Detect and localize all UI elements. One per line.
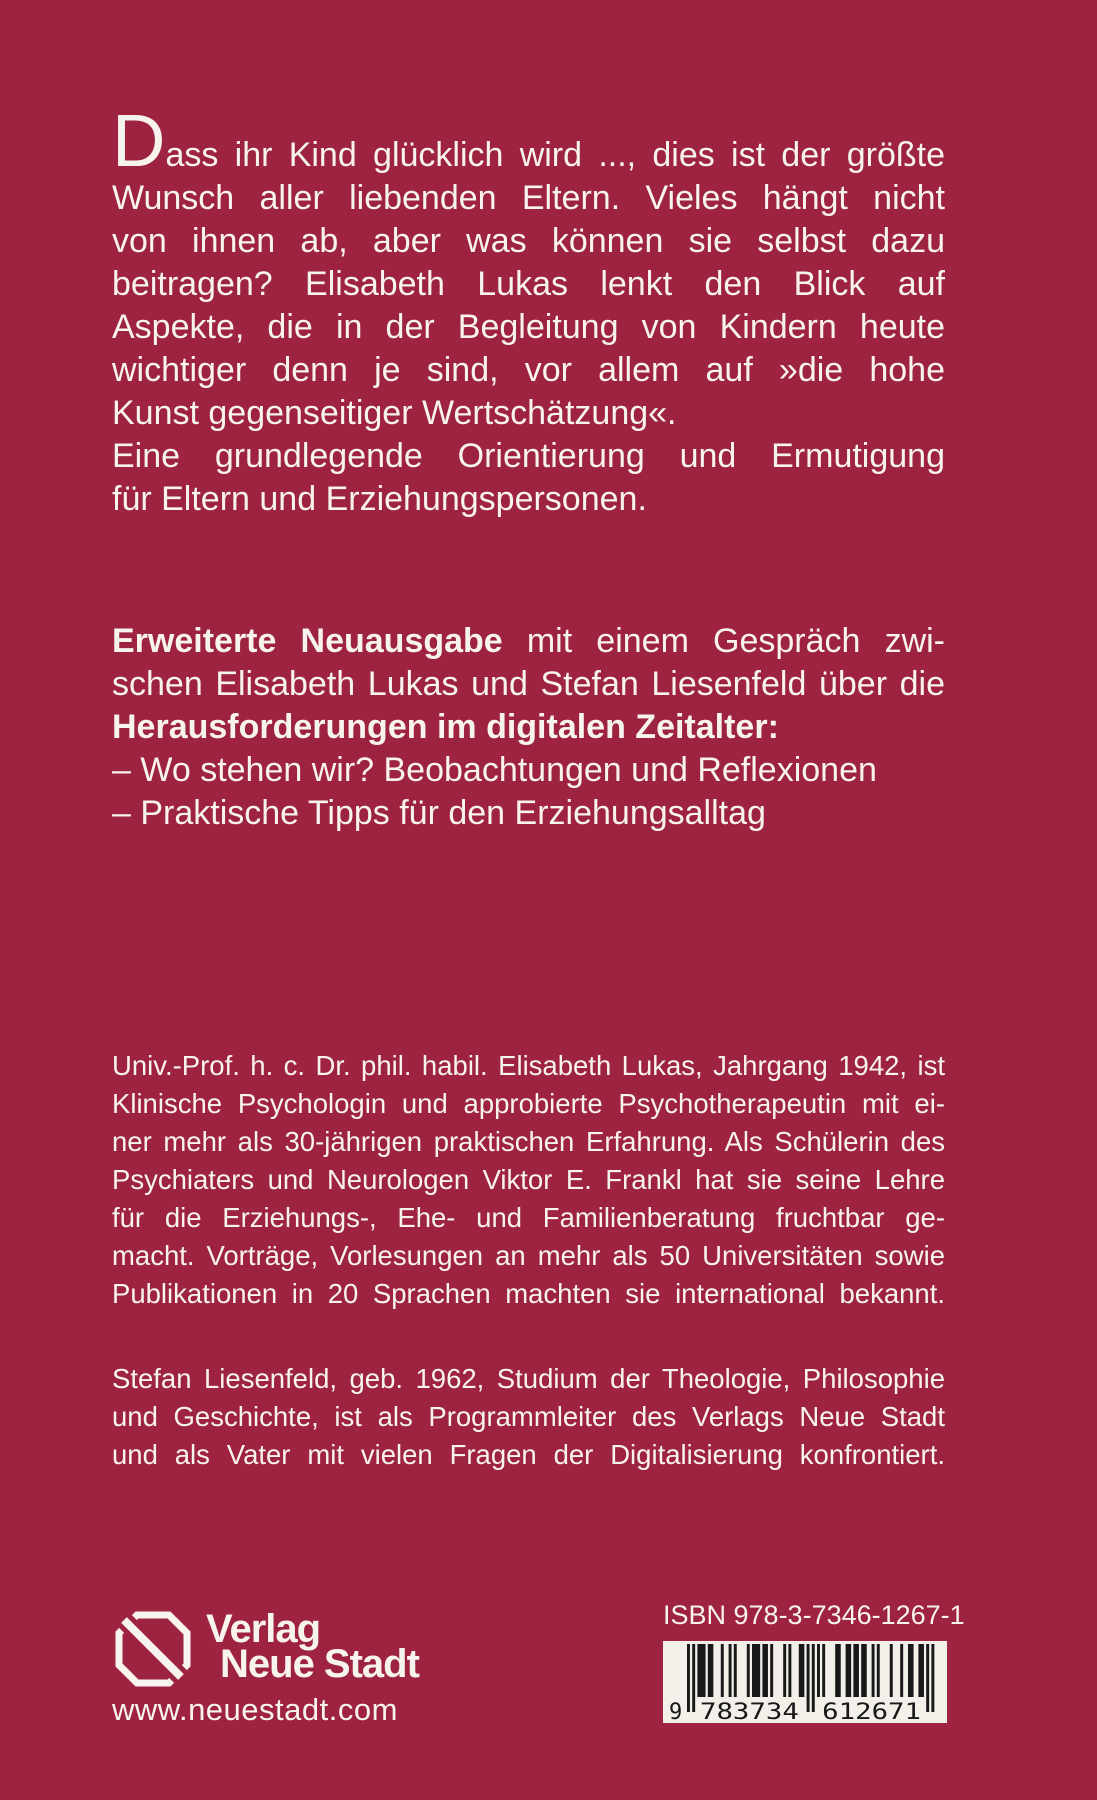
author-bio-liesenfeld: [112, 1360, 945, 1474]
bio-liesenfeld-line-3: und als Vater mit vielen Fragen der Digitalisierung konfrontiert.: [112, 1439, 945, 1470]
blurb-line-8: Eine grundlegende Orientierung und Ermutigung: [112, 437, 945, 475]
blurb-line-1-text: ass ihr Kind glücklich wird ..., dies ist der größte: [165, 136, 945, 174]
bio-lukas-line-5: für die Erziehungs-, Ehe- und Familienberatung fruchtbar ge-: [112, 1202, 945, 1233]
blurb-line-1: [112, 99, 945, 182]
barcode-svg: [663, 1641, 947, 1723]
svg-text:783734: 783734: [700, 1700, 799, 1723]
bio-lukas-line-3: ner mehr als 30-jährigen praktischen Erfahrung. Als Schülerin des: [112, 1126, 945, 1157]
svg-text:612671: 612671: [822, 1700, 921, 1723]
blurb-line-3: von ihnen ab, aber was können sie selbst dazu: [112, 222, 945, 260]
bio-liesenfeld-line-1: Stefan Liesenfeld, geb. 1962, Studium der Theologie, Philosophie: [112, 1363, 945, 1394]
author-bio-lukas: [112, 1047, 945, 1313]
blurb-line-2: Wunsch aller liebenden Eltern. Vieles hängt nicht: [112, 179, 945, 217]
edition-line-4: – Wo stehen wir? Beobachtungen und Reflexionen: [112, 751, 877, 789]
blurb-line-7: Kunst gegenseitiger Wertschätzung«.: [112, 394, 677, 432]
publisher-logo-icon: [112, 1608, 194, 1690]
dropcap-letter: D: [112, 99, 166, 182]
bio-lukas-line-2: Klinische Psychologin und approbierte Psychotherapeutin mit ei-: [112, 1088, 945, 1119]
edition-line-2: schen Elisabeth Lukas und Stefan Liesenfeld über die: [112, 665, 945, 703]
blurb-line-4: beitragen? Elisabeth Lukas lenkt den Blick auf: [112, 265, 945, 303]
publisher-logo: [112, 1608, 419, 1690]
edition-title-bold: Erweiterte Neuausgabe: [112, 622, 503, 660]
bio-lukas-line-1: Univ.-Prof. h. c. Dr. phil. habil. Elisabeth Lukas, Jahrgang 1942, ist: [112, 1050, 945, 1081]
edition-note: [112, 620, 945, 835]
blurb: [112, 99, 945, 521]
isbn-barcode: [663, 1641, 947, 1723]
bio-lukas-line-6: macht. Vorträge, Vorlesungen an mehr als 50 Universitäten sowie: [112, 1240, 945, 1271]
blurb-line-6: wichtiger denn je sind, vor allem auf »die hohe: [112, 351, 945, 389]
svg-text:9: 9: [669, 1700, 683, 1723]
blurb-line-9: für Eltern und Erziehungspersonen.: [112, 480, 647, 518]
edition-line-5: – Praktische Tipps für den Erziehungsalltag: [112, 794, 766, 832]
publisher-name: [206, 1607, 419, 1686]
isbn-label: ISBN 978-3-7346-1267-1: [663, 1600, 965, 1630]
bio-lukas-line-4: Psychiaters und Neurologen Viktor E. Frankl hat sie seine Lehre: [112, 1164, 945, 1195]
edition-line-1: [112, 620, 945, 663]
publisher-name-line1: Verlag: [206, 1607, 321, 1651]
bio-lukas-line-7: Publikationen in 20 Sprachen machten sie international bekannt.: [112, 1278, 945, 1309]
bio-liesenfeld-line-2: und Geschichte, ist als Programmleiter des Verlags Neue Stadt: [112, 1401, 945, 1432]
edition-line-1-rest: mit einem Gespräch zwi-: [502, 622, 946, 660]
publisher-website: www.neuestadt.com: [112, 1692, 398, 1727]
edition-topic-bold: Herausforderungen im digitalen Zeitalter:: [112, 708, 779, 746]
edition-line-3: [112, 706, 945, 749]
blurb-line-5: Aspekte, die in der Begleitung von Kindern heute: [112, 308, 945, 346]
publisher-name-line2: Neue Stadt: [220, 1642, 419, 1686]
